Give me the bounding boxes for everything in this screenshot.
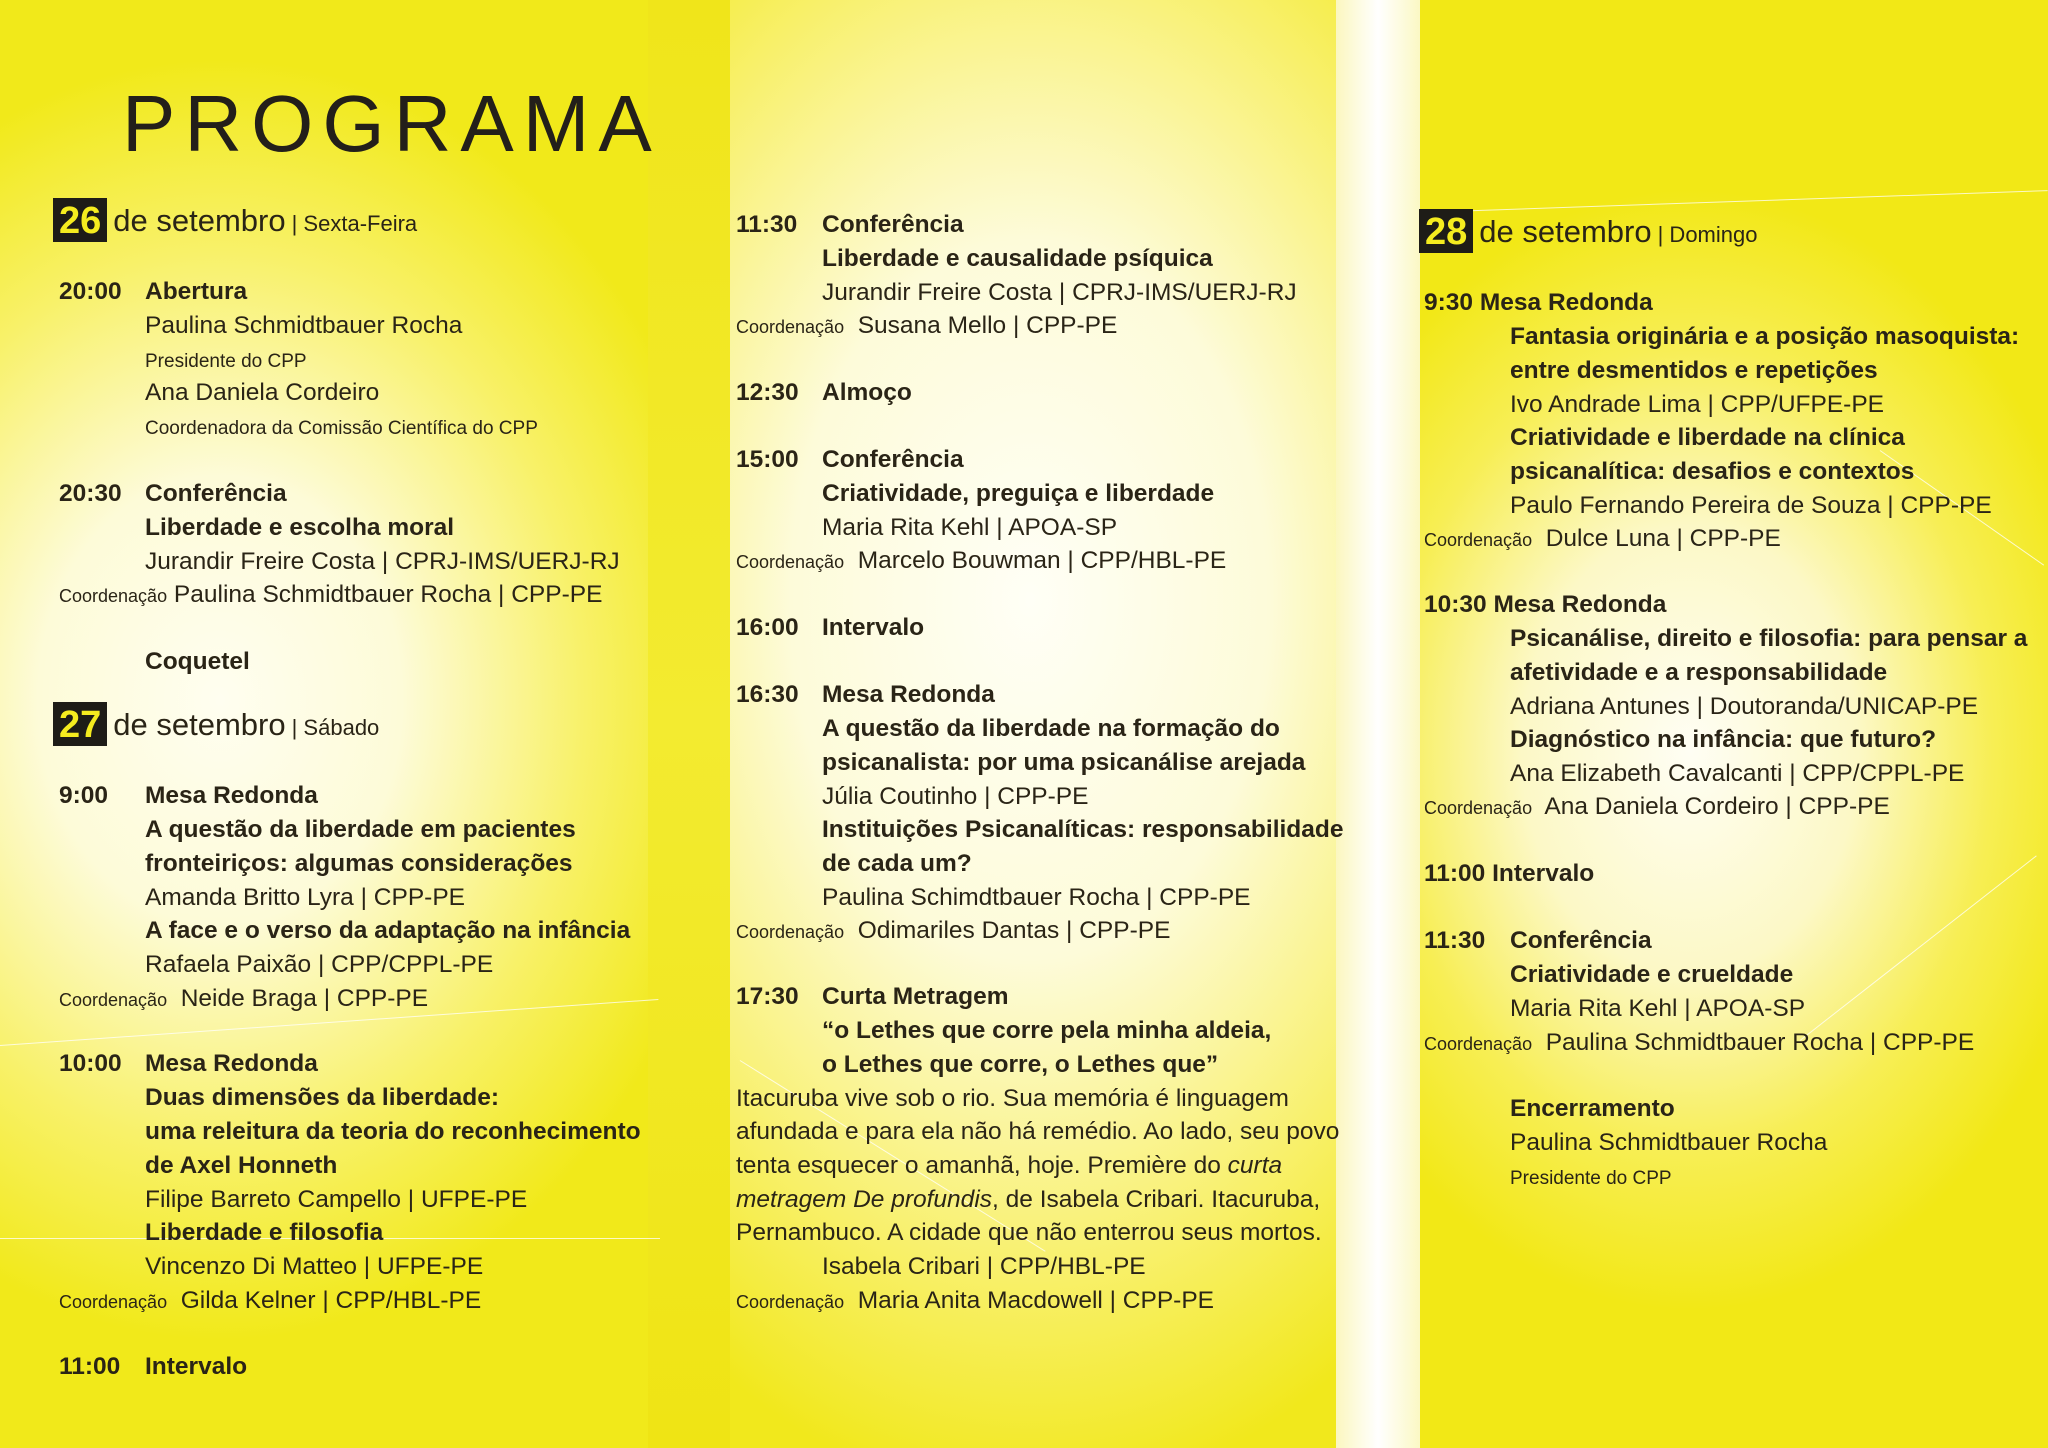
session-time: 16:00 — [736, 614, 799, 641]
talk-title: afetividade e a responsabilidade — [1510, 659, 1888, 686]
session-time: 11:00 — [59, 1353, 121, 1380]
speaker-name: Ana Elizabeth Cavalcanti | CPP/CPPL-PE — [1510, 760, 1965, 787]
coordination-line — [59, 1286, 481, 1317]
coordination-label: Coordenação — [59, 990, 168, 1010]
speaker-name: Filipe Barreto Campello | UFPE-PE — [145, 1186, 528, 1213]
page-title: PROGRAMA — [122, 79, 661, 168]
coordination-label: Coordenação — [736, 922, 845, 942]
speaker-name: Maria Rita Kehl | APOA-SP — [822, 514, 1118, 541]
talk-title: A questão da liberdade na formação do — [822, 715, 1280, 742]
film-title: “o Lethes que corre pela minha aldeia, — [822, 1017, 1272, 1044]
speaker-name: Paulo Fernando Pereira de Souza | CPP-PE — [1510, 492, 1992, 519]
talk-title: Psicanálise, direito e filosofia: para pensar a — [1510, 625, 2028, 652]
description-text: , de Isabela Cribari. Itacuruba, — [992, 1186, 1321, 1213]
session-time: 12:30 — [736, 379, 799, 406]
talk-title: Criatividade e crueldade — [1510, 961, 1794, 988]
day-heading-27 — [53, 702, 379, 746]
coordinator-name: Marcelo Bouwman | CPP/HBL-PE — [857, 547, 1227, 574]
coordination-label: Coordenação — [59, 1292, 168, 1312]
session-title: Conferência — [822, 211, 964, 238]
speaker-role: Coordenadora da Comissão Científica do CPP — [145, 418, 538, 439]
day-label: de setembro — [113, 203, 286, 238]
description-italic: metragem De profundis — [736, 1186, 993, 1213]
session-time: 16:30 — [736, 681, 799, 708]
session-title: Conferência — [145, 480, 287, 507]
session-title: Curta Metragem — [822, 983, 1009, 1010]
coordinator-name: Odimariles Dantas | CPP-PE — [857, 917, 1171, 944]
session-title: Mesa Redonda — [1479, 289, 1653, 316]
coordination-line — [736, 311, 1117, 342]
session-title: Intervalo — [1492, 860, 1595, 887]
talk-title: uma releitura da teoria do reconhecimento — [145, 1118, 641, 1145]
session-time: 9:00 — [59, 782, 109, 809]
session-time: 20:30 — [59, 480, 122, 507]
speaker-name: Paulina Schmidtbauer Rocha — [145, 312, 463, 339]
coordination-label: Coordenação — [59, 586, 168, 606]
talk-title: Liberdade e filosofia — [145, 1219, 384, 1246]
talk-title: Liberdade e escolha moral — [145, 514, 455, 541]
talk-title: Liberdade e causalidade psíquica — [822, 245, 1213, 272]
day-label: de setembro — [113, 707, 286, 742]
coordination-line — [1424, 792, 1890, 823]
speaker-name: Jurandir Freire Costa | CPRJ-IMS/UERJ-RJ — [822, 279, 1297, 306]
coordination-line — [59, 580, 602, 611]
talk-title: entre desmentidos e repetições — [1510, 357, 1878, 384]
speaker-name: Júlia Coutinho | CPP-PE — [822, 783, 1089, 810]
coordinator-name: Paulina Schmidtbauer Rocha | CPP-PE — [173, 581, 603, 608]
coordination-label: Coordenação — [736, 317, 845, 337]
coordination-label: Coordenação — [736, 1292, 845, 1312]
day-number: 27 — [53, 702, 107, 746]
session-time-title — [1424, 859, 1594, 889]
session-time: 10:00 — [59, 1050, 122, 1077]
coordination-label: Coordenação — [1424, 798, 1533, 818]
white-divider-strip — [1336, 0, 1420, 1448]
session-time: 10:30 — [1424, 591, 1487, 618]
coordinator-name: Ana Daniela Cordeiro | CPP-PE — [1544, 793, 1890, 820]
coordination-label: Coordenação — [736, 552, 845, 572]
session-title: Mesa Redonda — [1493, 591, 1667, 618]
speaker-name: Isabela Cribari | CPP/HBL-PE — [822, 1253, 1146, 1280]
session-title: Mesa Redonda — [145, 782, 318, 809]
day-heading-28 — [1419, 209, 1757, 253]
coordinator-name: Dulce Luna | CPP-PE — [1545, 525, 1781, 552]
speaker-name: Ana Daniela Cordeiro — [145, 379, 380, 406]
film-description: Pernambuco. A cidade que não enterrou seus mortos. — [736, 1219, 1322, 1246]
talk-title: Fantasia originária e a posição masoquista: — [1510, 323, 2020, 350]
talk-title: de Axel Honneth — [145, 1152, 338, 1179]
speaker-name: Paulina Schmidtbauer Rocha — [1510, 1129, 1828, 1156]
film-description: Itacuruba vive sob o rio. Sua memória é linguagem — [736, 1085, 1289, 1112]
talk-title: fronteiriços: algumas considerações — [145, 850, 573, 877]
description-italic: curta — [1227, 1152, 1283, 1179]
weekday-label: | Domingo — [1657, 222, 1758, 247]
cocktail-title: Coquetel — [145, 648, 250, 675]
description-text: tenta esquecer o amanhã, hoje. Première do — [736, 1152, 1228, 1179]
session-time: 15:00 — [736, 446, 799, 473]
closing-title: Encerramento — [1510, 1095, 1675, 1122]
film-description: afundada e para ela não há remédio. Ao lado, seu povo — [736, 1118, 1340, 1145]
speaker-name: Vincenzo Di Matteo | UFPE-PE — [145, 1253, 484, 1280]
session-title: Intervalo — [145, 1353, 248, 1380]
session-time: 9:30 — [1424, 289, 1474, 316]
film-description — [736, 1185, 1320, 1215]
talk-title: Criatividade e liberdade na clínica — [1510, 424, 1905, 451]
speaker-role: Presidente do CPP — [1510, 1168, 1672, 1189]
talk-title: Instituições Psicanalíticas: responsabilidade — [822, 816, 1344, 843]
session-title: Mesa Redonda — [822, 681, 995, 708]
speaker-role: Presidente do CPP — [145, 351, 307, 372]
speaker-name: Amanda Britto Lyra | CPP-PE — [145, 884, 465, 911]
yellow-divider-strip — [648, 0, 730, 1448]
talk-title: de cada um? — [822, 850, 972, 877]
coordination-line — [736, 916, 1170, 947]
speaker-name: Ivo Andrade Lima | CPP/UFPE-PE — [1510, 391, 1885, 418]
speaker-name: Rafaela Paixão | CPP/CPPL-PE — [145, 951, 494, 978]
talk-title: psicanalítica: desafios e contextos — [1510, 458, 1915, 485]
session-title: Conferência — [822, 446, 964, 473]
session-time: 17:30 — [736, 983, 799, 1010]
session-time: 20:00 — [59, 278, 122, 305]
coordination-label: Coordenação — [1424, 1034, 1533, 1054]
coordinator-name: Neide Braga | CPP-PE — [180, 985, 429, 1012]
speaker-name: Adriana Antunes | Doutoranda/UNICAP-PE — [1510, 693, 1979, 720]
coordination-label: Coordenação — [1424, 530, 1533, 550]
session-title: Intervalo — [822, 614, 925, 641]
film-title: o Lethes que corre, o Lethes que” — [822, 1051, 1219, 1078]
talk-title: psicanalista: por uma psicanálise arejada — [822, 749, 1306, 776]
talk-title: Criatividade, preguiça e liberdade — [822, 480, 1215, 507]
day-number: 28 — [1419, 209, 1473, 253]
coordination-line — [736, 1286, 1214, 1317]
coordination-line — [1424, 1028, 1974, 1059]
speaker-name: Jurandir Freire Costa | CPRJ-IMS/UERJ-RJ — [145, 548, 620, 575]
coordinator-name: Maria Anita Macdowell | CPP-PE — [857, 1287, 1215, 1314]
coordinator-name: Gilda Kelner | CPP/HBL-PE — [180, 1287, 482, 1314]
speaker-name: Maria Rita Kehl | APOA-SP — [1510, 995, 1806, 1022]
session-title: Mesa Redonda — [145, 1050, 318, 1077]
coordination-line — [59, 984, 428, 1015]
film-description — [736, 1151, 1282, 1181]
talk-title: Duas dimensões da liberdade: — [145, 1084, 499, 1111]
session-time-title — [1424, 288, 1653, 318]
session-time: 11:00 — [1424, 860, 1486, 887]
day-heading-26 — [53, 198, 417, 242]
day-number: 26 — [53, 198, 107, 242]
weekday-label: | Sexta-Feira — [291, 211, 418, 236]
session-title: Almoço — [822, 379, 912, 406]
talk-title: A face e o verso da adaptação na infância — [145, 917, 631, 944]
talk-title: A questão da liberdade em pacientes — [145, 816, 576, 843]
speaker-name: Paulina Schimdtbauer Rocha | CPP-PE — [822, 884, 1251, 911]
session-title: Abertura — [145, 278, 248, 305]
session-time: 11:30 — [1424, 927, 1486, 954]
coordination-line — [1424, 524, 1781, 555]
coordinator-name: Susana Mello | CPP-PE — [857, 312, 1118, 339]
talk-title: Diagnóstico na infância: que futuro? — [1510, 726, 1937, 753]
session-title: Conferência — [1510, 927, 1652, 954]
session-time: 11:30 — [736, 211, 798, 238]
day-label: de setembro — [1479, 214, 1652, 249]
weekday-label: | Sábado — [291, 715, 380, 740]
coordination-line — [736, 546, 1226, 577]
coordinator-name: Paulina Schmidtbauer Rocha | CPP-PE — [1545, 1029, 1975, 1056]
session-time-title — [1424, 590, 1666, 620]
